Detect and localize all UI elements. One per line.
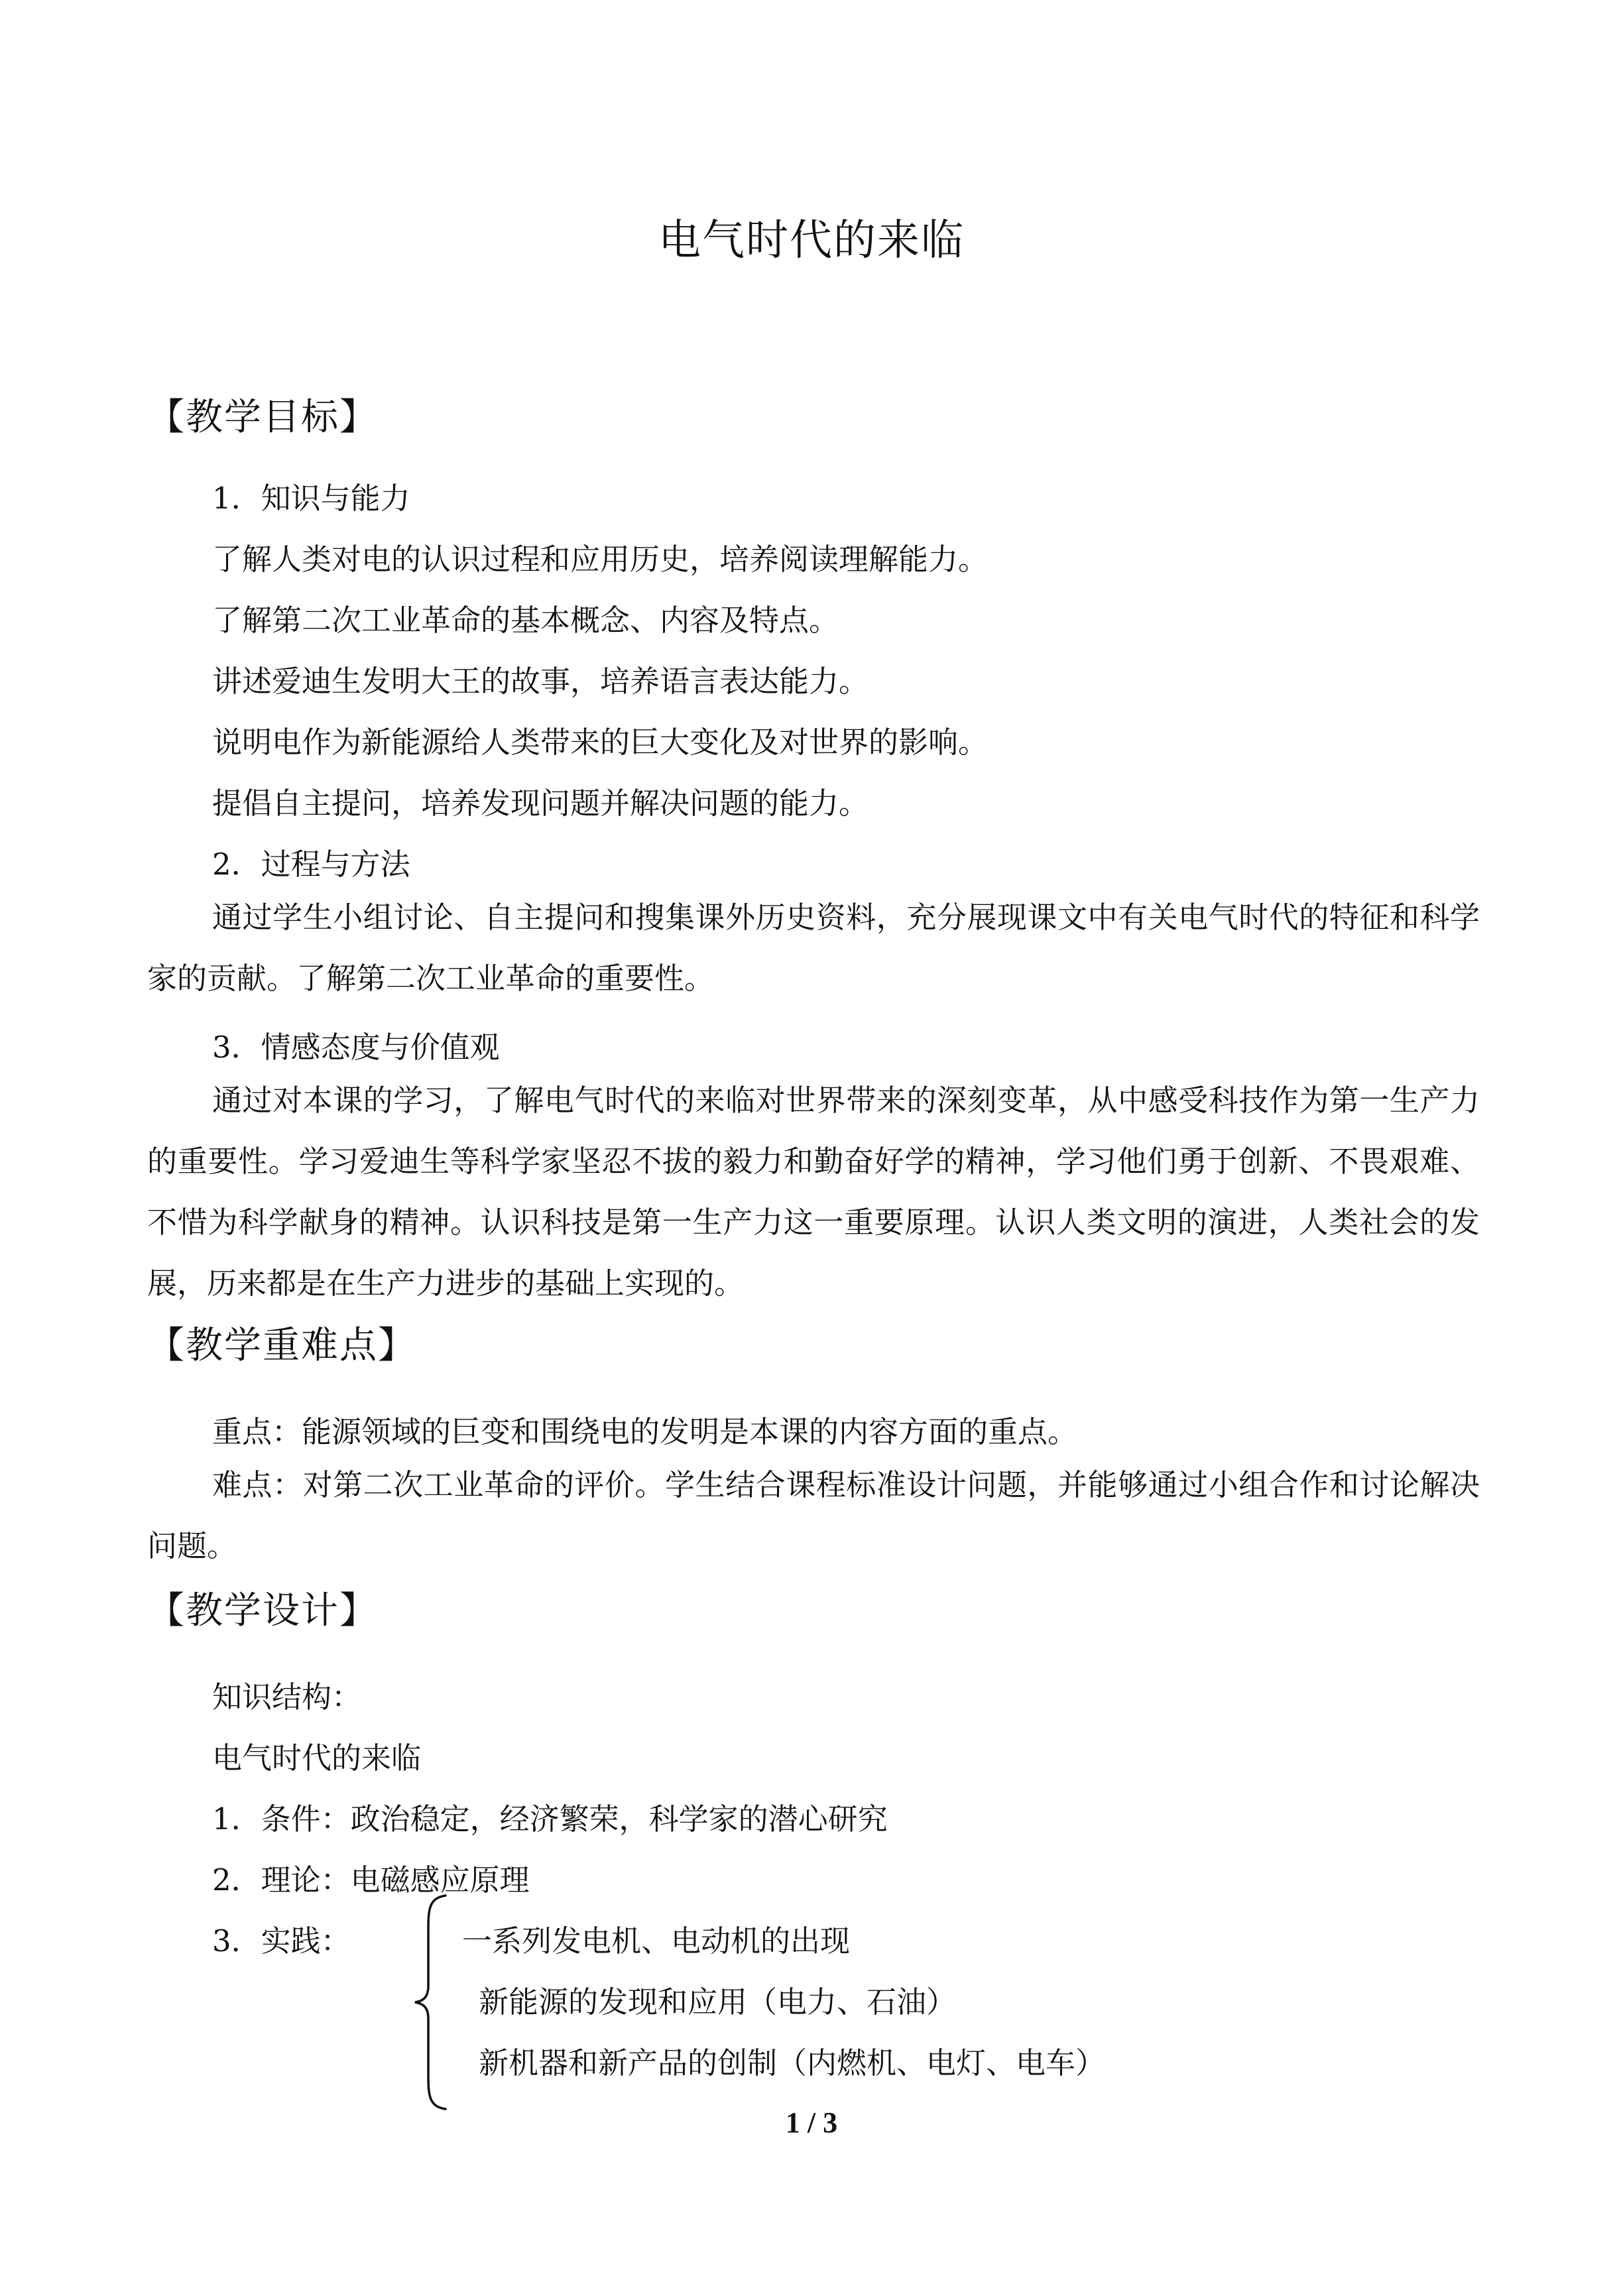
section-heading-design: 【教学设计】 (147, 1589, 378, 1632)
knowledge-item: 提倡自主提问，培养发现问题并解决问题的能力。 (212, 786, 869, 821)
structure-label: 知识结构： (212, 1679, 362, 1715)
knowledge-item: 说明电作为新能源给人类带来的巨大变化及对世界的影响。 (212, 725, 989, 760)
subheading-emotion: 3．情感态度与价值观 (212, 1030, 500, 1065)
knowledge-item: 讲述爱迪生发明大王的故事，培养语言表达能力。 (212, 664, 869, 699)
key-point-text: 重点：能源领域的巨变和围绕电的发明是本课的内容方面的重点。 (212, 1414, 1078, 1449)
subheading-knowledge: 1．知识与能力 (212, 481, 410, 516)
practice-item: 一系列发电机、电动机的出现 (462, 1923, 851, 1959)
subheading-process: 2．过程与方法 (212, 847, 410, 882)
knowledge-item: 了解人类对电的认识过程和应用历史，培养阅读理解能力。 (212, 542, 989, 577)
page-number: 1 / 3 (785, 2106, 838, 2139)
practice-item: 新能源的发现和应用（电力、石油） (479, 1984, 957, 2020)
section-heading-key-points: 【教学重难点】 (147, 1324, 416, 1367)
emotion-paragraph: 通过对本课的学习，了解电气时代的来临对世界带来的深刻变革，从中感受科技作为第一生产力的重要性。学习爱迪生等科学家坚忍不拔的毅力和勤奋好学的精神，学习他们勇于创新、不畏艰难、不惜为科学献身的精神。认识科技是第一生产力这一重要原理。认识人类文明的演进，人类社会的发展，历来都是在生产力进步的基础上实现的。 (147, 1083, 1480, 1301)
knowledge-item: 了解第二次工业革命的基本概念、内容及特点。 (212, 603, 839, 638)
practice-item: 新机器和新产品的创制（内燃机、电灯、电车） (479, 2045, 1106, 2081)
curly-brace-icon (411, 1893, 451, 2112)
process-paragraph: 通过学生小组讨论、自主提问和搜集课外历史资料，充分展现课文中有关电气时代的特征和科学家的贡献。了解第二次工业革命的重要性。 (147, 900, 1480, 996)
section-heading-objectives: 【教学目标】 (147, 396, 378, 439)
difficulty-paragraph: 难点：对第二次工业革命的评价。学生结合课程标准设计问题，并能够通过小组合作和讨论解决问题。 (147, 1467, 1480, 1563)
document-title: 电气时代的来临 (658, 216, 965, 265)
structure-item-conditions: 1．条件：政治稳定，经济繁荣，科学家的潜心研究 (212, 1801, 888, 1837)
structure-item-practice-label: 3．实践： (212, 1923, 351, 1959)
structure-title: 电气时代的来临 (212, 1740, 422, 1776)
structure-item-theory: 2．理论：电磁感应原理 (212, 1862, 530, 1898)
